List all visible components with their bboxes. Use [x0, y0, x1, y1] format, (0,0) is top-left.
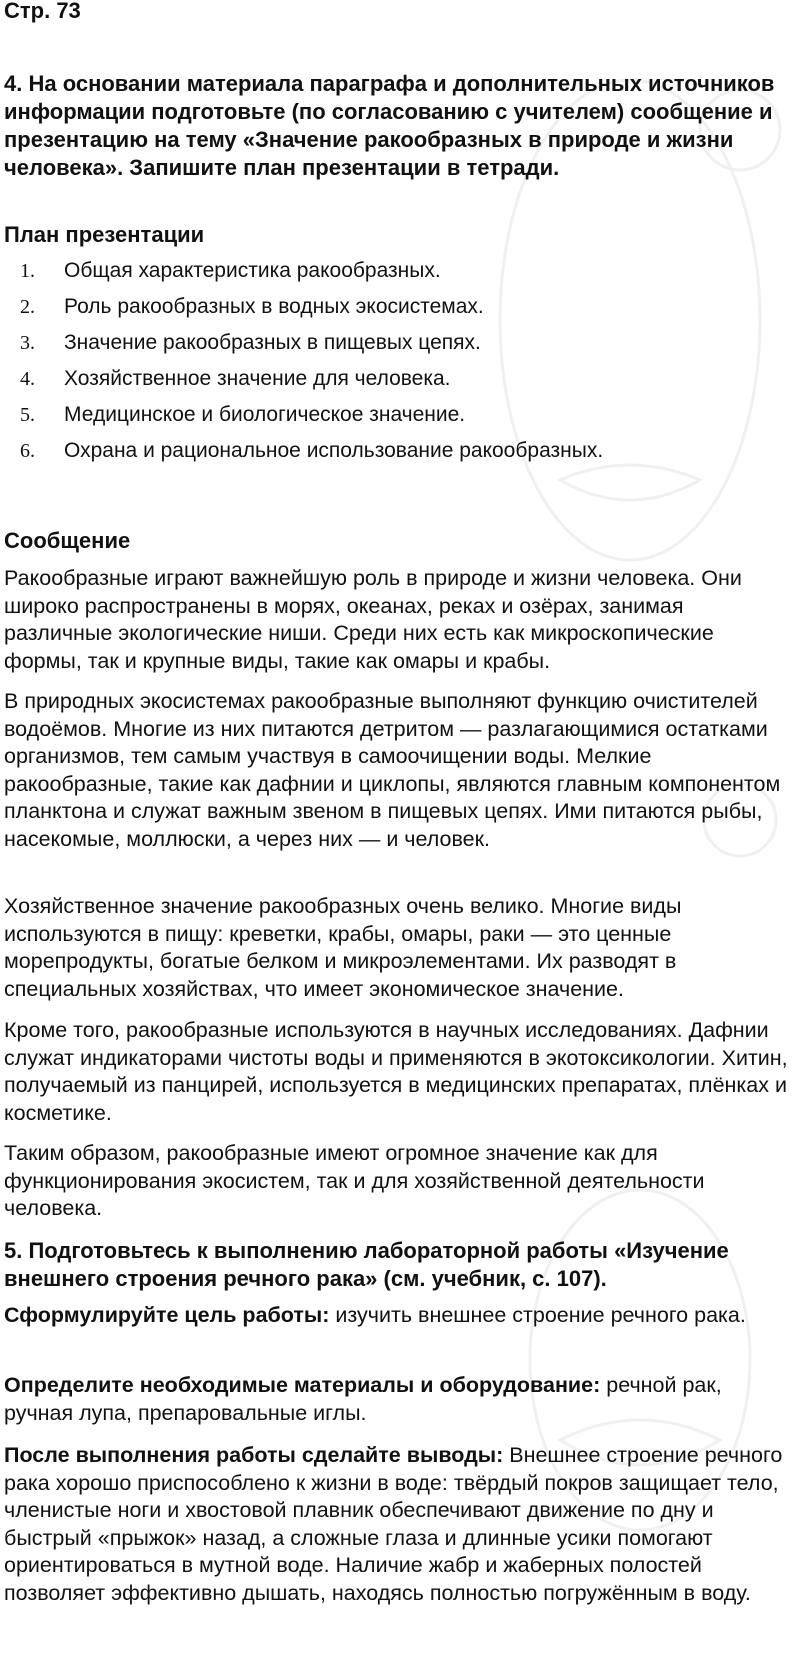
plan-item-number: 4. [20, 368, 35, 390]
message-paragraph: Ракообразные играют важнейшую роль в природе и жизни человека. Они широко распространены в морях, океанах, реках и озёрах, занимая различные экологические ниши. Среди них есть как микроскопические формы, так и крупные виды, такие как омары и крабы. [4, 566, 742, 673]
plan-item-text: Медицинское и биологическое значение. [64, 403, 466, 426]
plan-item-text: Хозяйственное значение для человека. [64, 367, 451, 390]
plan-list [4, 257, 603, 473]
message-paragraph: Хозяйственное значение ракообразных очень велико. Многие виды используются в пищу: креветки, крабы, омары, раки — это ценные морепродукты, богатые белком и микроэлементами. Их разводят в специальных хозяйствах, что имеет экономическое значение. [4, 894, 682, 1001]
plan-item [4, 401, 603, 437]
conclusion-paragraph [4, 1442, 796, 1607]
message-heading: Сообщение [4, 528, 131, 553]
plan-item-text: Охрана и рациональное использование ракообразных. [64, 439, 604, 462]
plan-item [4, 437, 603, 473]
plan-item-text: Значение ракообразных в пищевых цепях. [64, 331, 481, 354]
task-4-title: 4. На основании материала параграфа и дополнительных источников информации подготовьте (по согласованию с учителем) сообщение и презентацию на тему «Значение ракообразных в природе и жизни человека». Запишите план презентации в тетради. [4, 71, 775, 180]
plan-item-text: Общая характеристика ракообразных. [64, 259, 441, 282]
materials-text: речной рак, ручная лупа, препаровальные иглы. [4, 1373, 722, 1425]
conclusion-label: После выполнения работы сделайте выводы: [4, 1443, 504, 1467]
message-paragraph: Кроме того, ракообразные используются в научных исследованиях. Дафнии служат индикаторами чистоты воды и применяются в экотоксикологии. Хитин, получаемый из панцирей, используется в медицинских препаратах, плёнках и косметике. [4, 1018, 788, 1125]
conclusion-text: Внешнее строение речного рака хорошо приспособлено к жизни в воде: твёрдый покров защищает тело, членистые ноги и хвостовой плавник обеспечивают движение по дну и быстрый «прыжок» назад, а сложные глаза и длинные усики помогают ориентироваться в мутной воде. Наличие жабр и жаберных полостей позволяет эффективно дышать, находясь полностью погружённым в воду. [4, 1443, 783, 1605]
goal-text: изучить внешнее строение речного рака. [329, 1303, 746, 1327]
plan-item [4, 293, 603, 329]
plan-item-number: 2. [20, 296, 35, 318]
message-paragraph: Таким образом, ракообразные имеют огромное значение как для функционирования экосистем, так и для хозяйственной деятельности человека. [4, 1141, 705, 1220]
plan-item [4, 365, 603, 401]
page-number: Стр. 73 [4, 0, 81, 23]
materials-paragraph [4, 1372, 796, 1427]
plan-item [4, 329, 603, 365]
message-paragraph: В природных экосистемах ракообразные выполняют функцию очистителей водоёмов. Многие из них питаются детритом — разлагающимися остатками организмов, тем самым участвуя в самоочищении воды. Мелкие ракообразные, такие как дафнии и циклопы, являются главным компонентом планктона и служат важным звеном в пищевых цепях. Ими питаются рыбы, насекомые, моллюски, а через них — и человек. [4, 689, 781, 851]
plan-item-text: Роль ракообразных в водных экосистемах. [64, 295, 484, 318]
plan-item-number: 5. [20, 404, 35, 426]
goal-paragraph [4, 1302, 796, 1330]
plan-heading: План презентации [4, 222, 205, 247]
materials-label: Определите необходимые материалы и оборудование: [4, 1373, 601, 1397]
plan-item [4, 257, 603, 293]
plan-item-number: 6. [20, 440, 35, 462]
goal-label: Сформулируйте цель работы: [4, 1303, 330, 1327]
plan-item-number: 3. [20, 332, 35, 354]
task-5-title: 5. Подготовьтесь к выполнению лабораторной работы «Изучение внешнего строения речного рака» (см. учебник, с. 107). [4, 1238, 729, 1291]
plan-item-number: 1. [20, 260, 35, 282]
